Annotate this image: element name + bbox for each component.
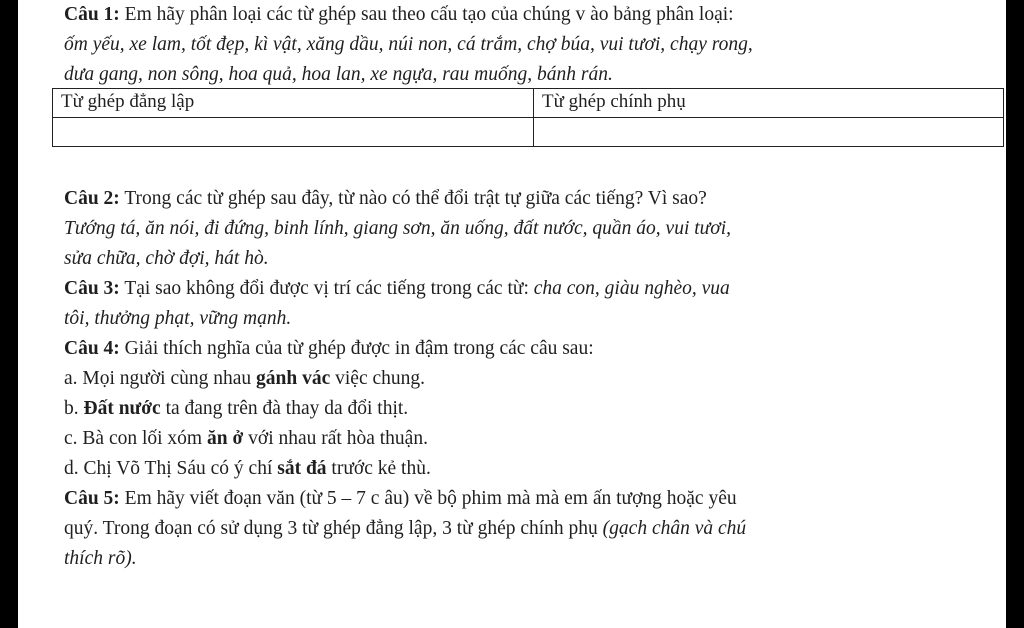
question-5-prompt: Câu 5: Em hãy viết đoạn văn (từ 5 – 7 c âu) về bộ phim mà mà em ấn tượng hoặc yêu <box>64 488 737 509</box>
question-2-words-line-1: Tướng tá, ăn nói, đi đứng, binh lính, giang sơn, ăn uống, đất nước, quần áo, vui tươi, <box>64 218 732 239</box>
question-5-line-3: thích rõ). <box>64 548 137 569</box>
header-subordinate-compound: Từ ghép chính phụ <box>534 89 1004 118</box>
question-3-words-line-2: tôi, thưởng phạt, vững mạnh. <box>64 308 292 329</box>
table-header-row <box>53 89 1004 118</box>
question-1-label: Câu 1: <box>64 4 120 25</box>
header-coordinate-compound: Từ ghép đẳng lập <box>53 89 534 118</box>
question-4-item-d: d. Chị Võ Thị Sáu có ý chí sắt đá trước kẻ thù. <box>64 458 431 479</box>
question-5-label: Câu 5: <box>64 488 120 509</box>
question-3-label: Câu 3: <box>64 278 120 299</box>
question-1-words-line-2: dưa gang, non sông, hoa quả, hoa lan, xe ngựa, rau muống, bánh rán. <box>64 64 613 85</box>
table-empty-row <box>53 118 1004 147</box>
questions-2-to-5 <box>64 184 1004 574</box>
question-4-prompt: Câu 4: Giải thích nghĩa của từ ghép được in đậm trong các câu sau: <box>64 338 594 359</box>
document-page <box>18 0 1006 628</box>
question-3-prompt: Câu 3: Tại sao không đổi được vị trí các tiếng trong các từ: cha con, giàu nghèo, vua <box>64 278 730 299</box>
question-1-prompt <box>64 0 1004 30</box>
question-2-words-line-2: sửa chữa, chờ đợi, hát hò. <box>64 248 269 269</box>
classification-table <box>52 88 1004 147</box>
question-4-item-c: c. Bà con lối xóm ăn ở với nhau rất hòa thuận. <box>64 428 428 449</box>
question-4-label: Câu 4: <box>64 338 120 359</box>
cell-subordinate-answer[interactable] <box>534 118 1004 147</box>
question-1 <box>64 0 1004 90</box>
question-2-label: Câu 2: <box>64 188 120 209</box>
question-4-item-a: a. Mọi người cùng nhau gánh vác việc chung. <box>64 368 426 389</box>
question-4-item-b: b. Đất nước ta đang trên đà thay da đổi thịt. <box>64 398 409 419</box>
question-1-text: Em hãy phân loại các từ ghép sau theo cấu tạo của chúng v ào bảng phân loại: <box>119 4 734 25</box>
question-1-words-line-1: ốm yếu, xe lam, tốt đẹp, kì vật, xăng dầu, núi non, cá trắm, chợ búa, vui tươi, chạy rong, <box>64 34 753 55</box>
cell-coordinate-answer[interactable] <box>53 118 534 147</box>
question-5-line-2: quý. Trong đoạn có sử dụng 3 từ ghép đẳng lập, 3 từ ghép chính phụ (gạch chân và chú <box>64 518 747 539</box>
question-2-prompt: Câu 2: Trong các từ ghép sau đây, từ nào có thể đổi trật tự giữa các tiếng? Vì sao? <box>64 188 707 209</box>
